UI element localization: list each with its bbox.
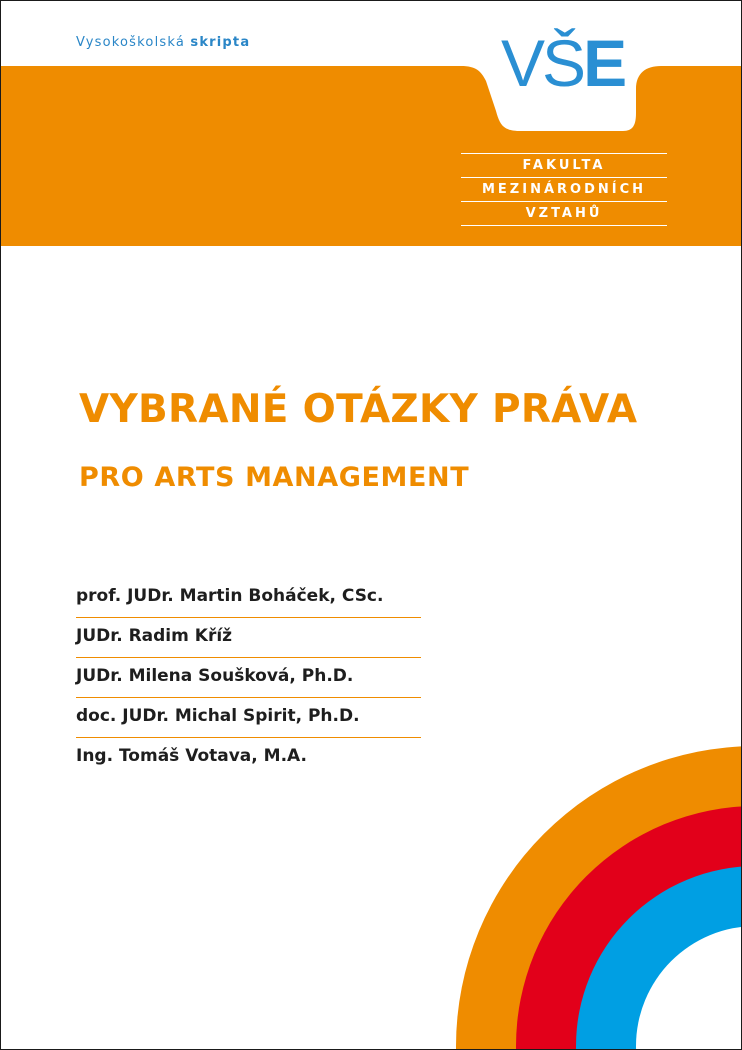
author-5: Ing. Tomáš Votava, M.A. [76, 746, 307, 766]
rainbow-arcs-decoration [1, 1, 741, 1049]
author-2: JUDr. Radim Kříž [76, 618, 421, 658]
faculty-line-3: VZTAHŮ [525, 206, 603, 221]
faculty-line-1: FAKULTA [522, 158, 606, 173]
logo-letter-s: Š [542, 26, 584, 100]
book-subtitle: PRO ARTS MANAGEMENT [79, 462, 470, 493]
book-title: VYBRANÉ OTÁZKY PRÁVA [79, 387, 638, 432]
author-3: JUDr. Milena Soušková, Ph.D. [76, 658, 421, 698]
author-1: prof. JUDr. Martin Boháček, CSc. [76, 578, 421, 618]
series-label-part2: skripta [190, 35, 251, 50]
logo-letter-e: E [583, 26, 625, 100]
author-4: doc. JUDr. Michal Spirit, Ph.D. [76, 698, 421, 738]
series-label-part1: Vysokoškolská [76, 35, 186, 50]
logo-letter-v: V [501, 26, 543, 100]
faculty-line-2: MEZINÁRODNÍCH [481, 182, 646, 197]
